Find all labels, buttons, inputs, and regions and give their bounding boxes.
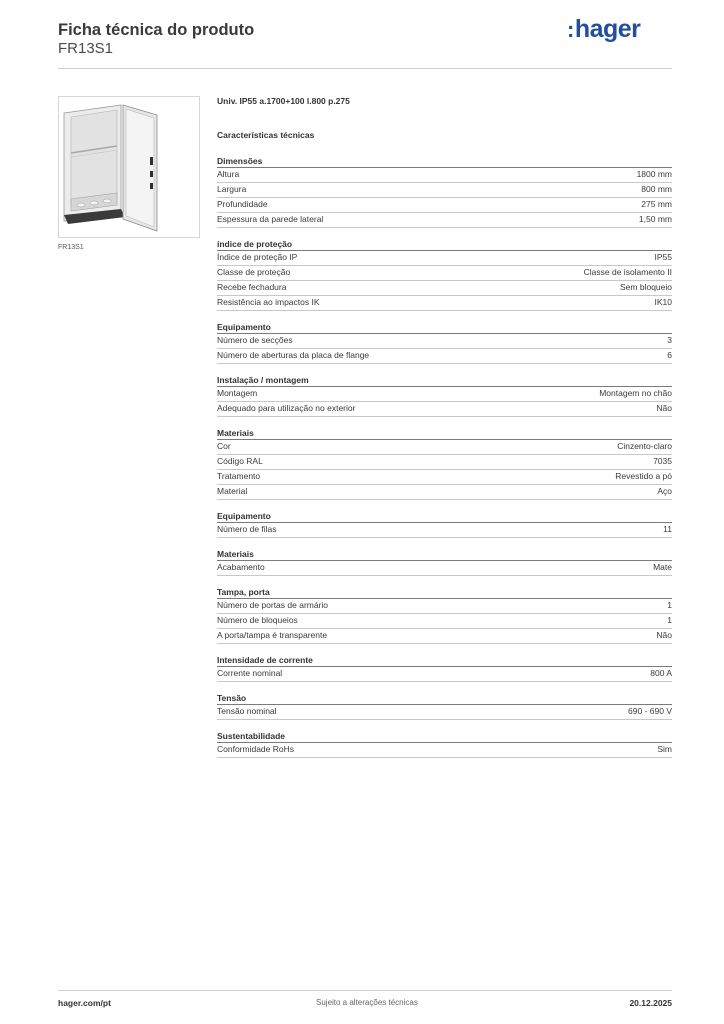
spec-label: Número de portas de armário: [217, 600, 329, 610]
spec-row: [217, 402, 672, 417]
spec-label: Código RAL: [217, 456, 263, 466]
spec-label: Altura: [217, 169, 240, 179]
spec-value: Sem bloqueio: [620, 282, 672, 292]
spec-value: Cinzento-claro: [617, 441, 672, 451]
spec-row: [217, 485, 672, 500]
spec-value: 11: [663, 524, 672, 534]
spec-row: [217, 614, 672, 629]
spec-label: Material: [217, 486, 248, 496]
characteristics-heading: Características técnicas: [217, 130, 315, 140]
spec-label: Adequado para utilização no exterior: [217, 403, 356, 413]
spec-value: 1800 mm: [636, 169, 672, 179]
spec-value: Sim: [657, 744, 672, 754]
section-title: Instalação / montagem: [217, 374, 672, 387]
spec-label: Resistência ao impactos IK: [217, 297, 320, 307]
spec-label: Número de aberturas da placa de flange: [217, 350, 370, 360]
image-caption: FR13S1: [58, 244, 84, 251]
hager-logo: [567, 15, 640, 44]
spec-value: Não: [656, 630, 672, 640]
spec-label: Número de bloqueios: [217, 615, 298, 625]
spec-value: 6: [667, 350, 672, 360]
spec-row: [217, 743, 672, 758]
logo-text: hager: [574, 15, 641, 43]
spec-row: [217, 523, 672, 538]
spec-label: Corrente nominal: [217, 668, 283, 678]
spec-label: Tratamento: [217, 471, 261, 481]
spec-row: [217, 705, 672, 720]
spec-label: Classe de proteção: [217, 267, 291, 277]
spec-row: [217, 455, 672, 470]
spec-row: [217, 440, 672, 455]
product-code: FR13S1: [58, 40, 114, 57]
spec-value: 1: [667, 600, 672, 610]
section-title: Equipamento: [217, 321, 672, 334]
spec-value: Mate: [653, 562, 672, 572]
spec-row: [217, 251, 672, 266]
spec-row: [217, 629, 672, 644]
section-title: Sustentabilidade: [217, 730, 672, 743]
spec-value: 800 A: [650, 668, 672, 678]
section-title: Intensidade de corrente: [217, 654, 672, 667]
spec-value: IK10: [654, 297, 672, 307]
section-title: Dimensões: [217, 155, 672, 168]
section-title: Tampa, porta: [217, 586, 672, 599]
spec-value: 690 - 690 V: [628, 706, 672, 716]
spec-row: [217, 296, 672, 311]
spec-row: [217, 349, 672, 364]
spec-label: Acabamento: [217, 562, 265, 572]
spec-row: [217, 281, 672, 296]
header-divider: [58, 68, 672, 69]
spec-row: [217, 470, 672, 485]
logo-mark-icon: :: [567, 17, 574, 42]
section-title: Equipamento: [217, 510, 672, 523]
spec-value: 7035: [653, 456, 672, 466]
footer-disclaimer: Sujeito a alterações técnicas: [316, 998, 418, 1007]
spec-row: [217, 561, 672, 576]
spec-value: 275 mm: [641, 199, 672, 209]
spec-label: Número de secções: [217, 335, 293, 345]
spec-value: IP55: [654, 252, 672, 262]
page-title: Ficha técnica do produto: [58, 21, 255, 39]
spec-value: Revestido a pó: [615, 471, 672, 481]
spec-value: 1,50 mm: [638, 214, 672, 224]
spec-value: 1: [667, 615, 672, 625]
product-name: Univ. IP55 a.1700+100 l.800 p.275: [217, 96, 350, 106]
spec-label: Recebe fechadura: [217, 282, 287, 292]
spec-value: Montagem no chão: [599, 388, 672, 398]
spec-label: Índice de proteção IP: [217, 252, 298, 262]
section-title: índice de proteção: [217, 238, 672, 251]
spec-row: [217, 198, 672, 213]
spec-table: [217, 155, 672, 758]
enclosure-cabinet-icon: [59, 97, 199, 237]
product-image: [58, 96, 200, 238]
spec-label: Largura: [217, 184, 247, 194]
spec-label: Tensão nominal: [217, 706, 277, 716]
spec-label: Cor: [217, 441, 231, 451]
spec-value: 3: [667, 335, 672, 345]
spec-value: 800 mm: [641, 184, 672, 194]
footer-website-link[interactable]: hager.com/pt: [58, 998, 111, 1008]
spec-label: Montagem: [217, 388, 258, 398]
spec-row: [217, 334, 672, 349]
spec-row: [217, 387, 672, 402]
footer-date: 20.12.2025: [629, 998, 672, 1008]
spec-label: Número de filas: [217, 524, 277, 534]
spec-row: [217, 213, 672, 228]
section-title: Materiais: [217, 548, 672, 561]
spec-row: [217, 599, 672, 614]
spec-value: Classe de isolamento II: [583, 267, 672, 277]
spec-label: A porta/tampa é transparente: [217, 630, 328, 640]
spec-row: [217, 266, 672, 281]
spec-row: [217, 667, 672, 682]
spec-label: Conformidade RoHs: [217, 744, 295, 754]
spec-value: Aço: [657, 486, 672, 496]
spec-row: [217, 168, 672, 183]
spec-label: Profundidade: [217, 199, 268, 209]
section-title: Tensão: [217, 692, 672, 705]
footer-divider: [58, 990, 672, 991]
spec-value: Não: [656, 403, 672, 413]
spec-label: Espessura da parede lateral: [217, 214, 324, 224]
spec-row: [217, 183, 672, 198]
section-title: Materiais: [217, 427, 672, 440]
